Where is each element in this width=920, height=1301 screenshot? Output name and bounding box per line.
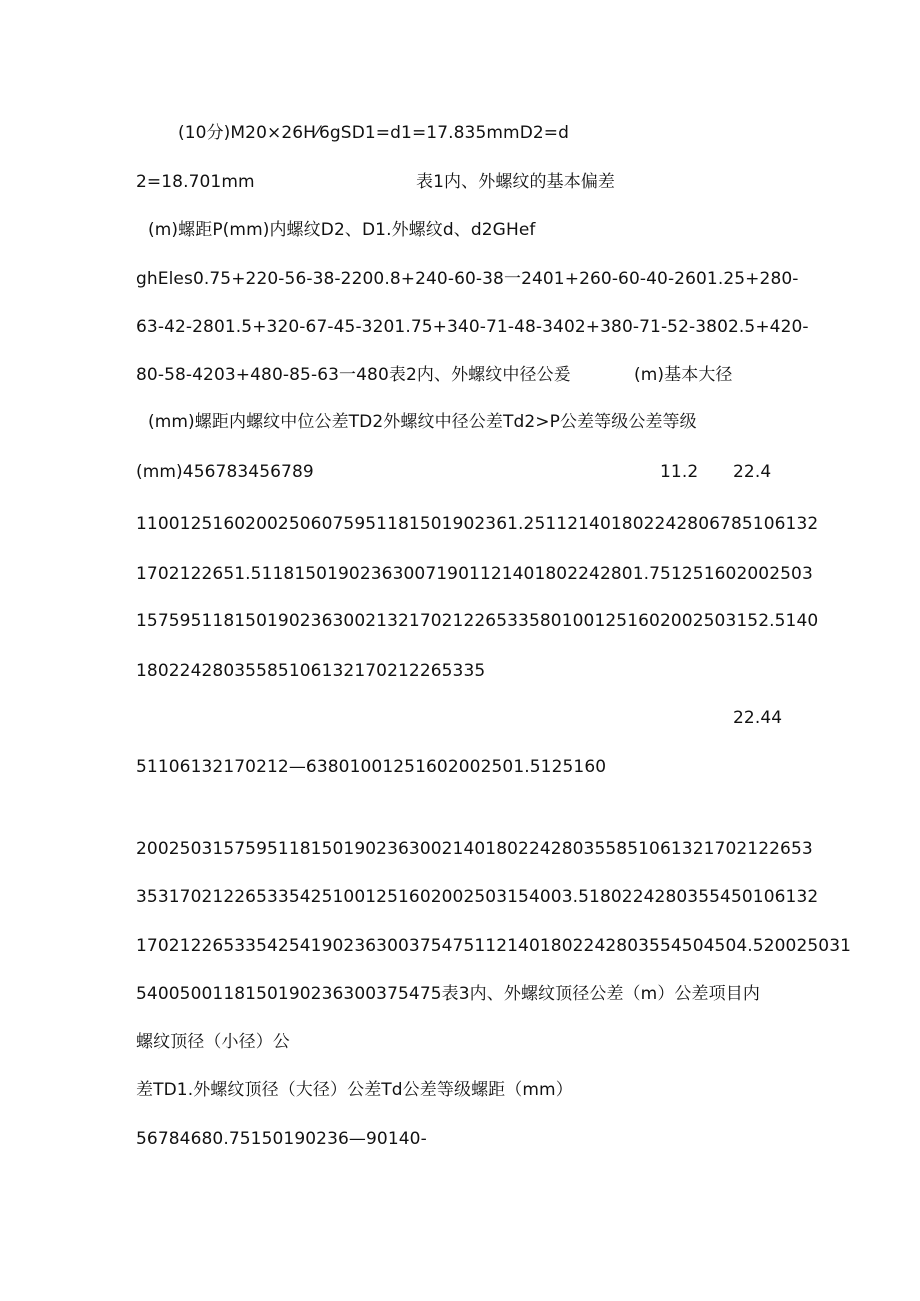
text-line-12: 180224280355851061321702​12265335	[136, 661, 486, 681]
text-line-13: 22.44	[733, 708, 783, 728]
text-line-7: (mm)螺距内螺纹中位公差TD2外螺纹中径公差Td2>P公差等级公差等级	[148, 412, 697, 432]
text-line-4: ghEles0.75+220-56-38-2200.8+240-60-38一2401+260-60-40-2601.25+280-	[136, 269, 799, 289]
text-line-3: (m)螺距P(mm)内螺纹D2、D1.外螺纹d、d2GHef	[148, 220, 536, 240]
text-line-8c: 22.4	[733, 462, 772, 482]
text-line-9: 1100125160200250607595118150190236​1.2511214018022428067851061​32	[136, 514, 819, 534]
text-line-1: (10分)M20×26H⁄6gSD1=d1=17.835mmD2=d	[178, 123, 570, 143]
text-line-6: 80-58-4203+480-85-63一480表2内、外螺纹中径公爰	[136, 365, 571, 385]
text-line-17: 170212265335425419023630037547511214018022428035545045​04.520025031	[136, 936, 852, 956]
text-line-19: 螺纹顶径（小径）公	[136, 1032, 290, 1052]
text-line-15: 200250315759511815019023630021401802242803558510613217021226​53	[136, 839, 813, 859]
text-line-2: 2=18.701mm	[136, 172, 255, 192]
text-line-14: 51106132170212—63801001251602002501.5125160	[136, 757, 607, 777]
text-line-18: 540050011815019023630037547​5表3内、外螺纹顶径公差（m）公差项目内	[136, 984, 760, 1004]
text-line-11: 1575951181501902363002132170212265335801001251602002503152.5140	[136, 611, 819, 631]
table-1-title: 表1内、外螺纹的基本偏差	[416, 172, 616, 192]
text-line-8: (mm)456783456789	[136, 462, 314, 482]
text-line-6b: (m)基本大径	[634, 365, 733, 385]
text-line-8b: 11.2	[660, 462, 699, 482]
text-line-5: 63-42-2801.5+320-67-45-3201.75+340-71-48-3402+380-71-52-3802.5+420-	[136, 317, 809, 337]
text-line-16: 3531702122653354251001251602002503154003.518022428035545010613​2	[136, 887, 819, 907]
text-line-20: 差TD1.外螺纹顶径（大径）公差Td公差等级螺距（mm）	[136, 1080, 573, 1100]
text-line-10: 1702122651.5118150190236300719011214018022428​01.751251602002503	[136, 564, 813, 584]
text-line-21: 56784680.75150190236—90140-	[136, 1129, 427, 1149]
